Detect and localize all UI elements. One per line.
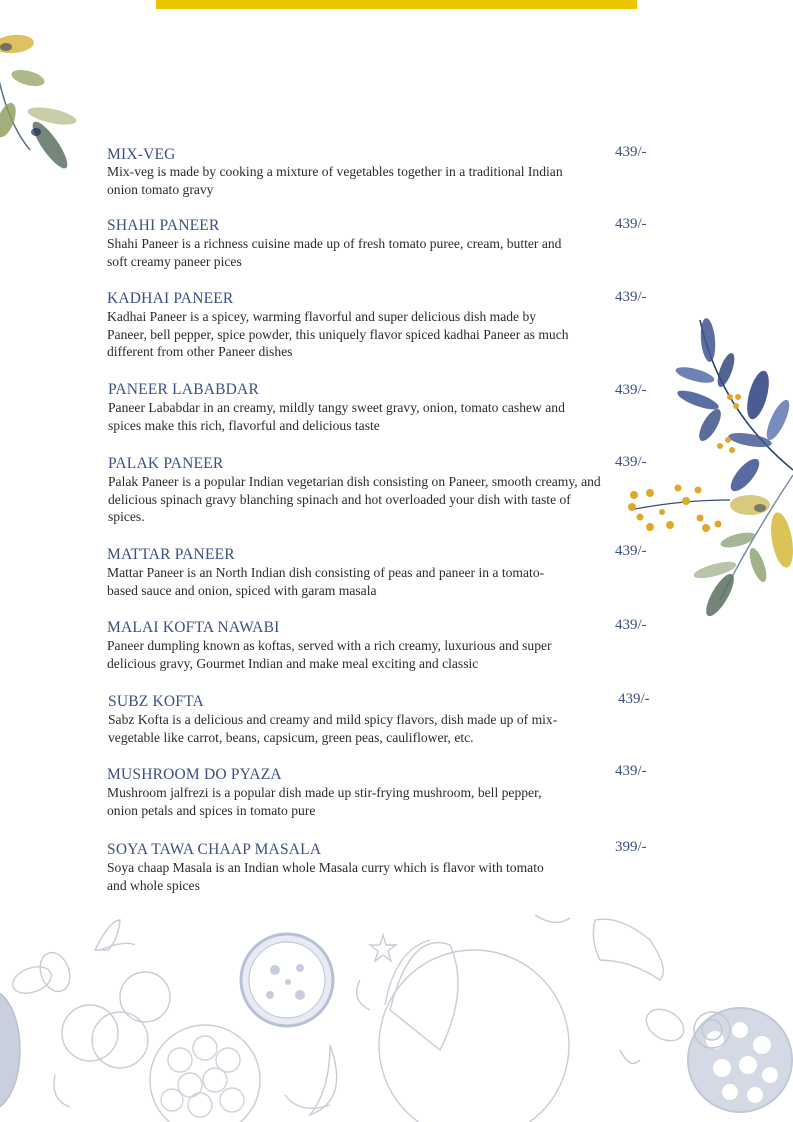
item-name: MATTAR PANEER (107, 546, 235, 563)
item-price: 439/- (615, 543, 647, 559)
item-name: PALAK PANEER (108, 455, 224, 472)
item-description: Paneer Lababdar in an creamy, mildly tangy sweet gravy, onion, tomato cashew and spices make this rich, flavorful and delicious taste (108, 400, 565, 433)
item-price: 439/- (615, 617, 647, 633)
item-name: MUSHROOM DO PYAZA (107, 766, 282, 783)
item-description: Mushroom jalfrezi is a popular dish made up stir-frying mushroom, bell pepper, onion petals and spices in tomato pure (107, 785, 542, 818)
item-name: MIX-VEG (107, 146, 176, 163)
item-price: 439/- (615, 216, 647, 232)
item-description: Paneer dumpling known as koftas, served with a rich creamy, luxurious and super delicious gravy, Gourmet Indian and make meal exciting and classic (107, 638, 552, 671)
item-price: 439/- (618, 691, 650, 707)
item-description: Mattar Paneer is an North Indian dish consisting of peas and paneer in a tomato-based sauce and onion, spiced with garam masala (107, 565, 545, 598)
item-description: Palak Paneer is a popular Indian vegetarian dish consisting on Paneer, smooth creamy, and delicious spinach gravy blanching spinach and hot overloaded your dish with taste of spices. (108, 474, 601, 524)
watercolor-leaves-icon (0, 20, 90, 180)
item-description: Mix-veg is made by cooking a mixture of vegetables together in a traditional Indian onion tomato gravy (107, 164, 563, 197)
item-description: Shahi Paneer is a richness cuisine made up of fresh tomato puree, cream, butter and soft creamy paneer pices (107, 236, 562, 269)
item-description: Sabz Kofta is a delicious and creamy and mild spicy flavors, dish made up of mix-vegetable like carrot, beans, capsicum, green peas, cauliflower, etc. (108, 712, 558, 745)
item-price: 439/- (615, 144, 647, 160)
item-name: MALAI KOFTA NAWABI (107, 619, 280, 636)
item-price: 399/- (615, 839, 647, 855)
item-description: Soya chaap Masala is an Indian whole Masala curry which is flavor with tomato and whole spices (107, 860, 544, 893)
item-price: 439/- (615, 289, 647, 305)
item-description: Kadhai Paneer is a spicey, warming flavorful and super delicious dish made by Paneer, bell pepper, spice powder, this uniquely flavor spiced kadhai Paneer as much different from other Paneer dishes (107, 309, 569, 359)
item-price: 439/- (615, 454, 647, 470)
item-name: PANEER LABABDAR (108, 381, 259, 398)
top-accent-bar (156, 0, 637, 9)
item-price: 439/- (615, 763, 647, 779)
food-sketches-icon (0, 900, 793, 1122)
item-name: SUBZ KOFTA (108, 693, 204, 710)
item-name: KADHAI PANEER (107, 290, 234, 307)
item-name: SOYA TAWA CHAAP MASALA (107, 841, 322, 858)
item-name: SHAHI PANEER (107, 217, 220, 234)
item-price: 439/- (615, 382, 647, 398)
